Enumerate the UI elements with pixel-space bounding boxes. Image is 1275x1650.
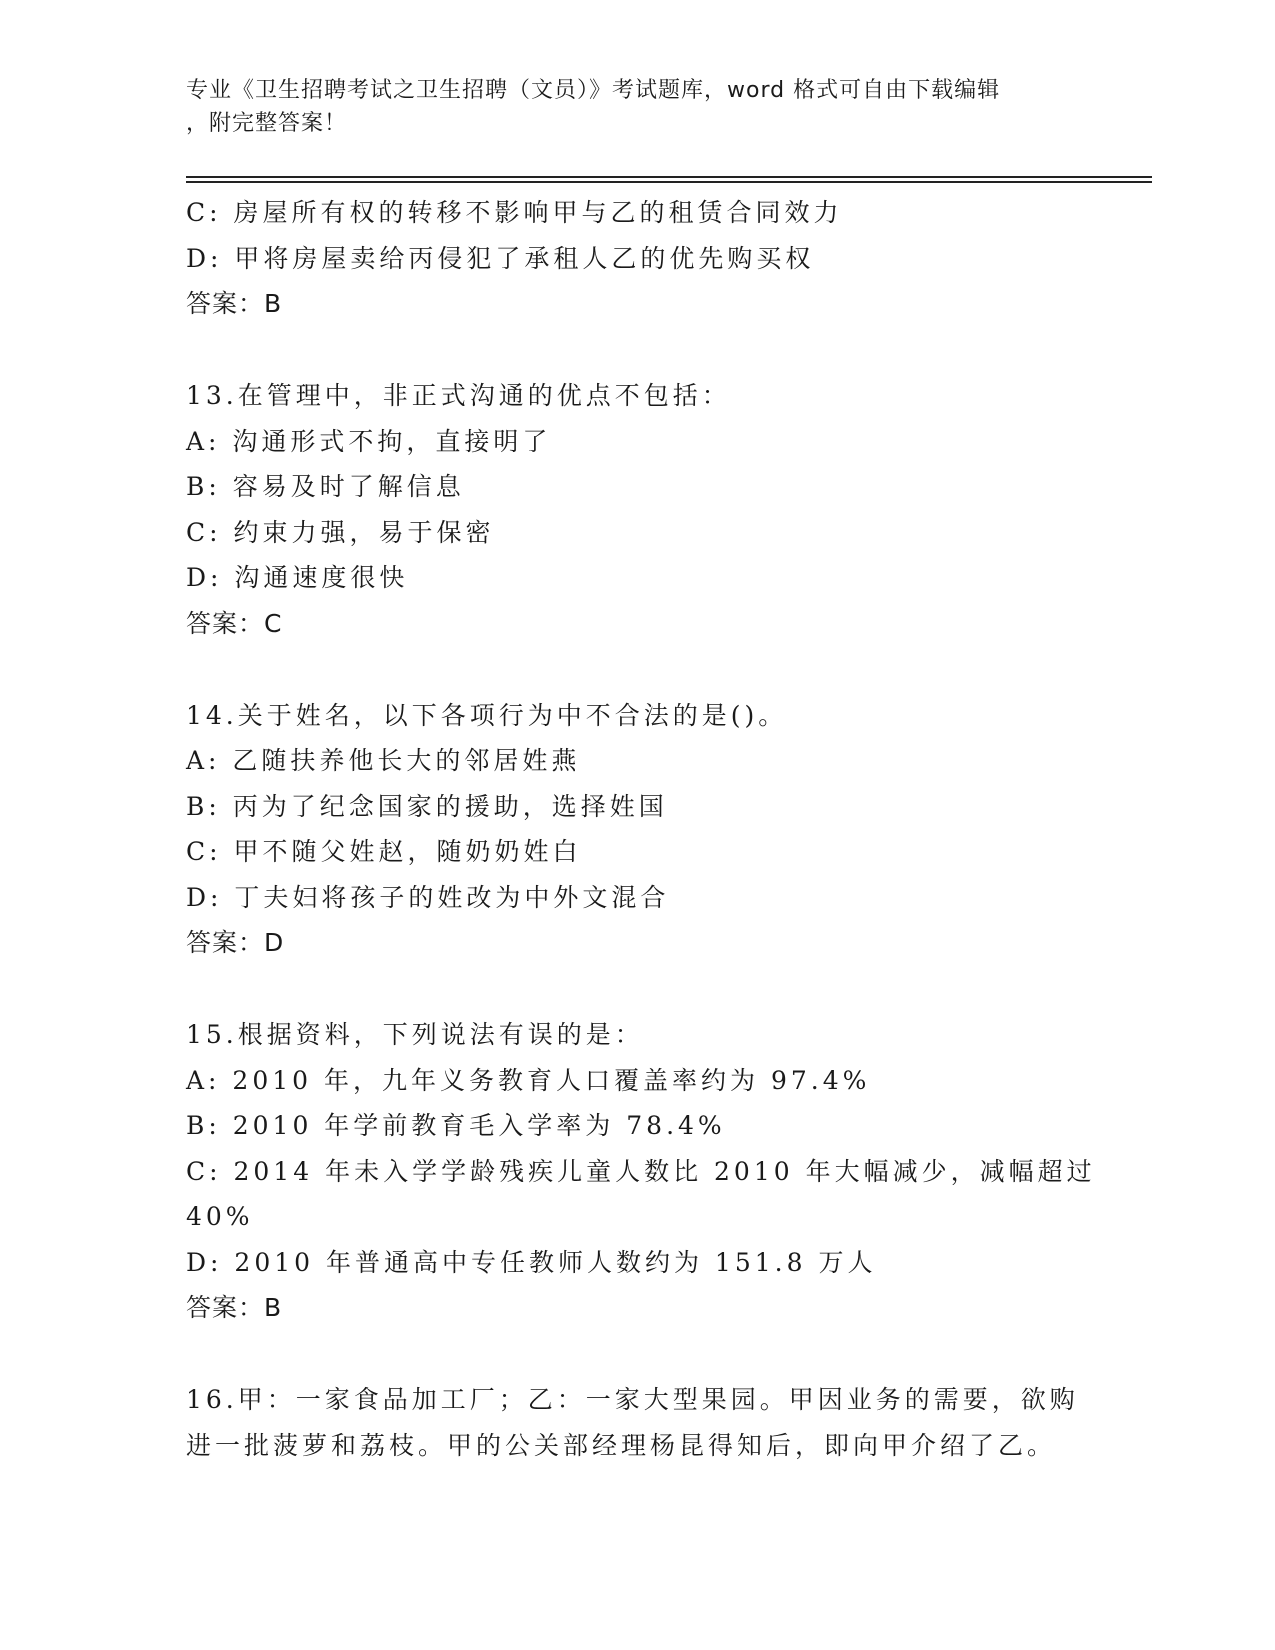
- question-text-line-2: 进一批菠萝和荔枝。甲的公关部经理杨昆得知后，即向甲介绍了乙。: [186, 1430, 1057, 1460]
- spacer: [186, 1331, 1086, 1377]
- question-14: [186, 693, 1086, 967]
- header-line-2: ，附完整答案！: [186, 111, 348, 136]
- option-a: A: 乙随扶养他长大的邻居姓燕: [186, 746, 581, 775]
- option-b: B: 容易及时了解信息: [186, 472, 465, 501]
- option-a: A: 2010 年，九年义务教育人口覆盖率约为 97.4%: [186, 1065, 871, 1095]
- option-b: B: 2010 年学前教育毛入学率为 78.4%: [186, 1111, 726, 1140]
- header-divider-bottom: [186, 181, 1152, 183]
- header-divider-top: [186, 176, 1152, 178]
- spacer: [186, 647, 1086, 693]
- question-text: 14.关于姓名，以下各项行为中不合法的是()。: [186, 700, 788, 730]
- document-header: [186, 74, 1066, 140]
- answer: 答案：B: [186, 1293, 283, 1322]
- option-d: D: 甲将房屋卖给丙侵犯了承租人乙的优先购买权: [186, 243, 815, 273]
- option-d: D: 2010 年普通高中专任教师人数约为 151.8 万人: [186, 1247, 877, 1277]
- answer: 答案：C: [186, 608, 283, 638]
- header-line-1: 专业《卫生招聘考试之卫生招聘（文员）》考试题库，word 格式可自由下载编辑: [186, 78, 1001, 103]
- question-content: [186, 190, 1096, 1468]
- option-d: D: 沟通速度很快: [186, 563, 409, 592]
- option-c: C: 约束力强，易于保密: [186, 517, 495, 547]
- option-c: C: 房屋所有权的转移不影响甲与乙的租赁合同效力: [186, 198, 843, 227]
- question-12-tail: [186, 190, 1086, 327]
- question-text: 13.在管理中，非正式沟通的优点不包括：: [186, 381, 731, 410]
- option-a: A: 沟通形式不拘，直接明了: [186, 426, 552, 456]
- spacer: [186, 966, 1086, 1012]
- question-16: [186, 1377, 1086, 1468]
- question-15: [186, 1012, 1096, 1331]
- option-c: C: 甲不随父姓赵，随奶奶姓白: [186, 837, 582, 866]
- spacer: [186, 327, 1086, 373]
- option-c: C: 2014 年未入学学龄残疾儿童人数比 2010 年大幅减少，减幅超过: [186, 1156, 1096, 1186]
- question-text-line-1: 16.甲：一家食品加工厂；乙：一家大型果园。甲因业务的需要，欲购: [186, 1385, 1079, 1414]
- answer: 答案：B: [186, 289, 283, 318]
- answer: 答案：D: [186, 928, 285, 957]
- question-text: 15.根据资料，下列说法有误的是：: [186, 1020, 644, 1049]
- option-b: B: 丙为了纪念国家的援助，选择姓国: [186, 791, 668, 821]
- option-d: D: 丁夫妇将孩子的姓改为中外文混合: [186, 882, 670, 912]
- option-c-continued: 40%: [186, 1202, 254, 1231]
- question-13: [186, 373, 1086, 647]
